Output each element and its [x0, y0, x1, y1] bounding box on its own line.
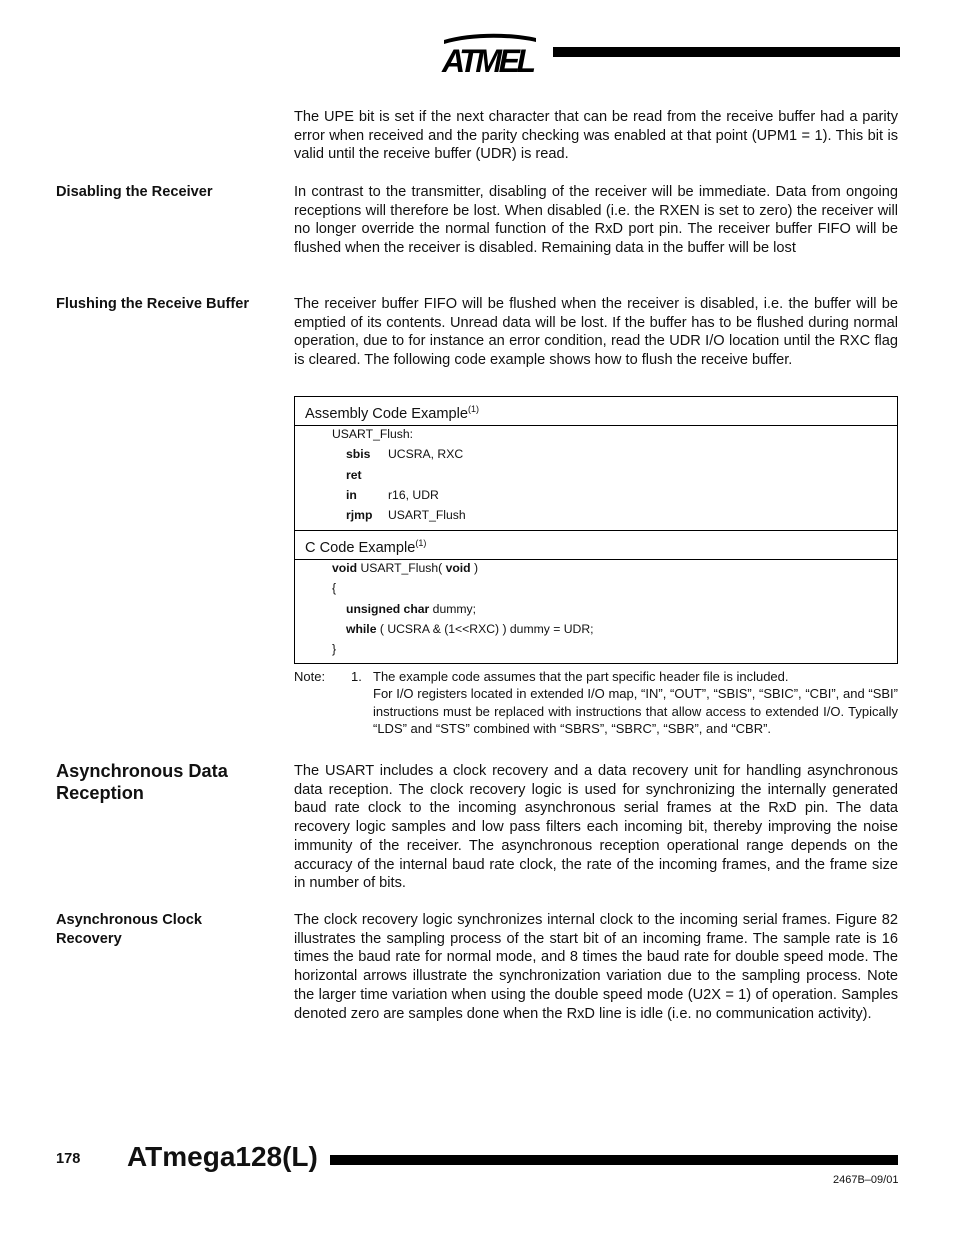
asm-header-divider	[295, 425, 897, 426]
note-label: Note:	[294, 669, 326, 684]
c-line-3: unsigned char dummy;	[346, 602, 477, 616]
disabling-paragraph: In contrast to the transmitter, disabling of the receiver will be immediate. Data from ongoing receptions will therefore be lost. When disabled (i.e. the RXEN is set to zero) the receiver will no longer override the normal function of the RxD port pin. The receiver buffer FIFO will be flushed when the receiver is disabled. Remaining data in the buffer will be lost	[294, 184, 898, 257]
c-line-4: while ( UCSRA & (1<<RXC) ) dummy = UDR;	[346, 622, 594, 636]
asm-op-4: rjmp	[346, 508, 373, 522]
svg-text:ATMEL: ATMEL	[442, 43, 536, 78]
asm-op-2: ret	[346, 468, 362, 482]
heading-clock-line1: Asynchronous Clock	[56, 912, 202, 928]
note-line-1: The example code assumes that the part specific header file is included.	[373, 669, 789, 684]
heading-clock-line2: Recovery	[56, 930, 122, 947]
header-rule	[553, 47, 900, 57]
heading-disabling-receiver: Disabling the Receiver	[56, 184, 213, 200]
heading-async-line1: Asynchronous Data	[56, 761, 228, 781]
asm-op-1: sbis	[346, 447, 371, 461]
c-footnote: (1)	[415, 538, 427, 548]
product-title: ATmega128(L)	[127, 1141, 318, 1172]
heading-flushing-buffer: Flushing the Receive Buffer	[56, 296, 249, 312]
asm-args-4: USART_Flush	[388, 508, 466, 522]
asm-label: USART_Flush:	[332, 427, 414, 441]
asm-args-1: UCSRA, RXC	[388, 447, 464, 461]
c-line-2: {	[332, 581, 337, 595]
atmel-logo	[440, 30, 538, 78]
c-header-divider	[295, 559, 897, 560]
heading-async-line2: Reception	[56, 783, 144, 803]
flushing-paragraph: The receiver buffer FIFO will be flushed when the receiver is disabled, i.e. the buffer will be emptied of its contents. Unread data will be lost. If the buffer has to be flushed during normal operation, due to for instance an error condition, read the UDR I/O location until the RXC flag is cleared. The following code example shows how to flush the receive buffer.	[294, 296, 898, 369]
asm-args-3: r16, UDR	[388, 488, 439, 502]
clock-recovery-paragraph: The clock recovery logic synchronizes internal clock to the incoming serial frames. Figure 82 illustrates the sampling process of the start bit of an incoming frame. The sample rate is 16 times the baud rate for normal mode, and 8 times the baud rate for double speed mode. The horizontal arrows illustrate the synchronization variation due to the sampling process. Note the larger time variation when using the double speed mode (U2X = 1) of operation. Samples denoted zero are samples done when the RxD line is idle (i.e. no communication activity).	[294, 912, 898, 1022]
note-line-2: For I/O registers located in extended I/O map, “IN”, “OUT”, “SBIS”, “SBIC”, “CBI”, and “SBI” instructions must be replaced with instructions that allow access to extended I/O. Typically “LDS” and “STS” combined with “SBRS”, “SBRC”, “SBR”, and “CBR”.	[373, 686, 898, 736]
asm-header-text: Assembly Code Example	[305, 405, 469, 422]
asm-op-3: in	[346, 488, 357, 502]
c-line-5: }	[332, 642, 337, 656]
async-reception-paragraph: The USART includes a clock recovery and a data recovery unit for handling asynchronous data reception. The clock recovery logic is used for synchronizing the internally generated baud rate clock to the incoming asynchronous serial frames at the RxD pin. The data recovery logic samples and low pass filters each incoming bit, thereby improving the noise immunity of the receiver. The asynchronous reception operational range depends on the accuracy of the internal baud rate clock, the rate of the incoming frames, and the frame size in number of bits.	[294, 763, 898, 892]
note-number: 1.	[351, 669, 362, 684]
c-header-text: C Code Example	[305, 539, 416, 556]
c-header	[295, 531, 897, 559]
footer-rule	[330, 1155, 898, 1165]
asm-footnote: (1)	[468, 404, 480, 414]
heading-async-clock-recovery	[56, 911, 281, 948]
heading-async-data-reception	[56, 760, 281, 804]
upe-paragraph: The UPE bit is set if the next character that can be read from the receive buffer had a parity error when received and the parity checking was enabled at that point (UPM1 = 1). This bit is valid until the receive buffer (UDR) is read.	[294, 109, 898, 163]
asm-header	[295, 397, 897, 425]
code-example-box	[294, 396, 898, 664]
document-number: 2467B–09/01	[833, 1174, 899, 1186]
page-number: 178	[56, 1151, 81, 1167]
c-line-1: void USART_Flush( void )	[332, 561, 479, 575]
